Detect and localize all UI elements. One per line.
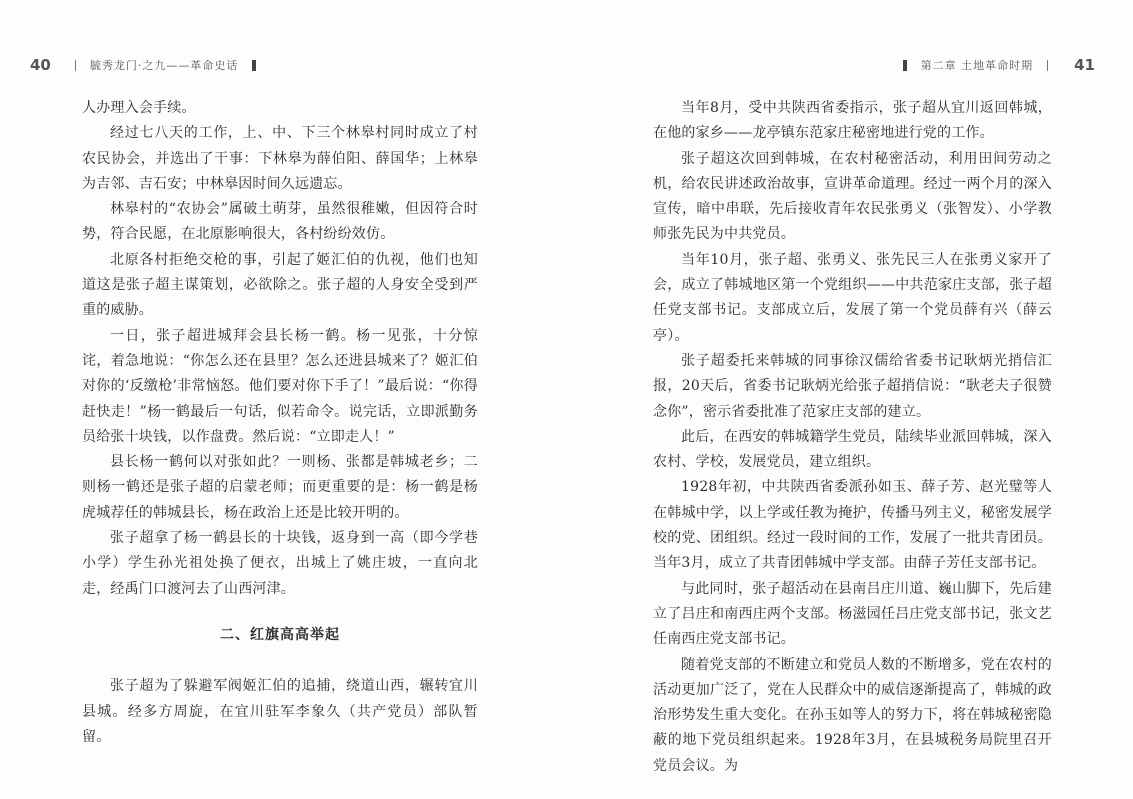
paragraph: 张子超这次回到韩城，在农村秘密活动，利用田间劳动之机，给农民讲述政治故事，宣讲革命道理。经过一两个月的深入宣传，暗中串联，先后接收青年农民张勇义（张智发）、小学教师张先民为中共党员。 xyxy=(653,150,1052,243)
header-divider xyxy=(75,60,76,71)
right-running-title: 第二章 土地革命时期 xyxy=(920,59,1034,72)
paragraph: 1928年初，中共陕西省委派孙如玉、薛子芳、赵光璧等人在韩城中学，以上学或任教为掩护，传播马列主义，秘密发展学校的党、团组织。经过一段时间的工作，发展了一批共青团员。当年3月，成立了共青团韩城中学支部。由薛子芳任支部书记。 xyxy=(653,479,1052,572)
paragraph: 张子超委托来韩城的同事徐汉儒给省委书记耿炳光捎信汇报，20天后，省委书记耿炳光给张子超捎信说：“耿老夫子很赞念你”，密示省委批准了范家庄支部的建立。 xyxy=(653,352,1052,420)
header-marker xyxy=(903,60,907,71)
right-page xyxy=(567,0,1133,799)
paragraph: 经过七八天的工作，上、中、下三个林皋村同时成立了村农民协会，并选出了干事：下林皋为薛伯阳、薛国华；上林皋为吉邻、吉石安；中林皋因时间久远遗忘。 xyxy=(82,125,478,192)
header-divider xyxy=(1047,60,1048,71)
right-page-header xyxy=(903,52,1095,78)
left-page-number: 40 xyxy=(30,56,51,74)
paragraph: 张子超为了躲避军阀姬汇伯的追捕，绕道山西，辗转宜川县城。经多方周旋，在宜川驻军李象久（共产党员）部队暂留。 xyxy=(82,678,478,745)
paragraph: 此后，在西安的韩城籍学生党员，陆续毕业派回韩城，深入农村、学校，发展党员，建立组织。 xyxy=(653,428,1052,471)
left-page-body xyxy=(82,96,478,750)
paragraph: 林皋村的“农协会”属破土萌芽，虽然很稚嫩，但因符合时势，符合民愿，在北原影响很大，各村纷纷效仿。 xyxy=(82,201,478,243)
paragraph: 随着党支部的不断建立和党员人数的不断增多，党在农村的活动更加广泛了，党在人民群众中的威信逐渐提高了，韩城的政治形势发生重大变化。在孙玉如等人的努力下，将在韩城秘密隐蔽的地下党员组织起来。1928年3月，在县城税务局院里召开党员会议。为 xyxy=(653,656,1052,774)
section-heading: 二、红旗高高举起 xyxy=(220,626,340,643)
paragraph: 一日，张子超进城拜会县长杨一鹤。杨一见张，十分惊诧，着急地说：“你怎么还在县里？怎么还进县城来了？姬汇伯对你的‘反缴枪’非常恼怒。他们要对你下手了！”最后说：“你得赶快走！”杨一鹤最后一句话，似若命令。说完话，立即派勤务员给张十块钱，以作盘费。然后说：“立即走人！” xyxy=(82,327,478,445)
left-running-title: 毓秀龙门·之九——革命史话 xyxy=(89,59,239,72)
left-page-header xyxy=(30,52,256,78)
paragraph: 当年8月，受中共陕西省委指示，张子超从宜川返回韩城，在他的家乡——龙亭镇东范家庄秘密地进行党的工作。 xyxy=(653,100,1052,142)
paragraph: 北原各村拒绝交枪的事，引起了姬汇伯的仇视，他们也知道这是张子超主谋策划，必欲除之。张子超的人身安全受到严重的威胁。 xyxy=(82,251,478,319)
header-marker xyxy=(252,60,256,71)
left-page xyxy=(0,0,566,799)
right-page-body xyxy=(653,96,1052,779)
paragraph: 与此同时，张子超活动在县南吕庄川道、巍山脚下，先后建立了吕庄和南西庄两个支部。杨滋园任吕庄党支部书记，张文艺任南西庄党支部书记。 xyxy=(653,580,1052,648)
paragraph: 县长杨一鹤何以对张如此？一则杨、张都是韩城老乡；二则杨一鹤还是张子超的启蒙老师；而更重要的是：杨一鹤是杨虎城荐任的韩城县长，杨在政治上还是比较开明的。 xyxy=(82,454,478,521)
paragraph: 张子超拿了杨一鹤县长的十块钱，返身到一高（即今学巷小学）学生孙光祖处换了便衣，出城上了姚庄坡，一直向北走，经禹门口渡河去了山西河津。 xyxy=(82,530,478,597)
right-page-number: 41 xyxy=(1074,56,1095,74)
paragraph: 人办理入会手续。 xyxy=(82,100,196,116)
paragraph: 当年10月，张子超、张勇义、张先民三人在张勇义家开了会，成立了韩城地区第一个党组织——中共范家庄支部，张子超任党支部书记。支部成立后，发展了第一个党员薛有兴（薛云亭）。 xyxy=(653,251,1052,344)
